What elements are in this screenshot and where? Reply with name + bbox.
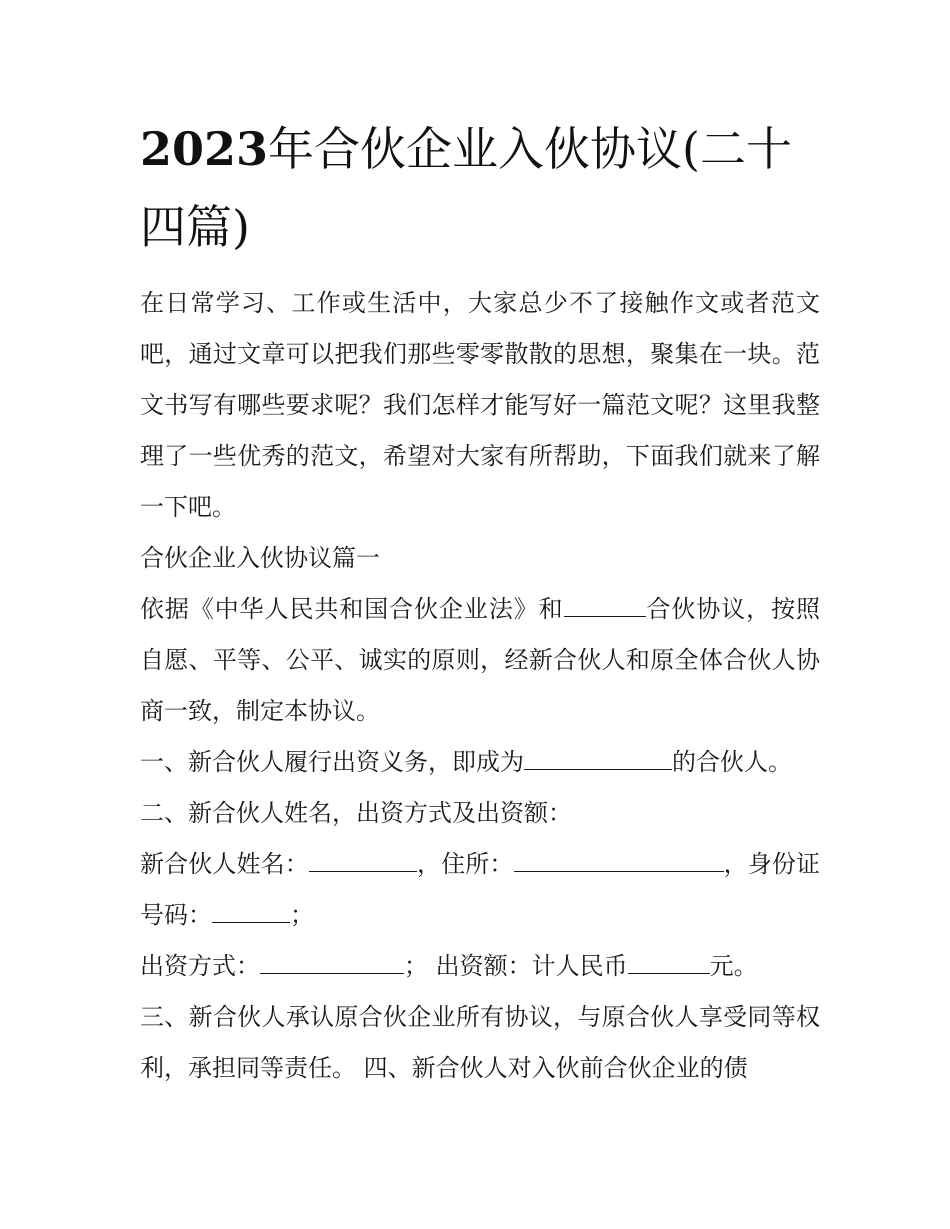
clause-3-4: 三、新合伙人承认原合伙企业所有协议，与原合伙人享受同等权利，承担同等责任。 四、新合伙人对入伙前合伙企业的债 (140, 1003, 820, 1082)
contribution-method-label: 出资方式： (140, 952, 260, 980)
partner-info (140, 839, 820, 941)
blank-line (628, 953, 710, 974)
clause-1-after: 的合伙人。 (672, 748, 792, 776)
contribution-unit: 元。 (709, 952, 758, 980)
preamble-paragraph (140, 584, 820, 737)
partner-address-label: ，住所： (416, 850, 514, 878)
clause-1 (140, 737, 820, 788)
contribution-amount-label: ； 出资额：计人民币 (404, 952, 628, 980)
blank-line (524, 749, 672, 770)
clause-2: 二、新合伙人姓名，出资方式及出资额： (140, 799, 572, 827)
document-body (140, 278, 820, 1094)
page-title (140, 110, 820, 266)
partner-id-label: ，身份证号码： (140, 850, 820, 929)
preamble-before: 依据《中华人民共和国合伙企业法》和 (140, 595, 564, 623)
blank-line (212, 902, 290, 923)
contribution-line (140, 941, 820, 992)
section-heading: 合伙企业入伙协议篇一 (140, 544, 380, 572)
blank-line (564, 596, 646, 617)
blank-line (260, 953, 404, 974)
title-year: 2023 (140, 122, 269, 176)
clause-1-before: 一、新合伙人履行出资义务，即成为 (140, 748, 524, 776)
blank-line (309, 851, 417, 872)
partner-name-label: 新合伙人姓名： (140, 850, 309, 878)
preamble-after: 合伙协议，按照自愿、平等、公平、诚实的原则，经新合伙人和原全体合伙人协商一致，制定本协议。 (140, 595, 821, 725)
intro-paragraph: 在日常学习、工作或生活中，大家总少不了接触作文或者范文吧，通过文章可以把我们那些零零散散的思想，聚集在一块。范文书写有哪些要求呢？我们怎样才能写好一篇范文呢？这里我整理了一些优秀的范文，希望对大家有所帮助，下面我们就来了解一下吧。 (140, 289, 820, 521)
title-text: 年合伙企业入伙协议(二十四篇) (140, 122, 792, 254)
partner-info-end: ； (290, 901, 314, 929)
blank-line (514, 851, 724, 872)
